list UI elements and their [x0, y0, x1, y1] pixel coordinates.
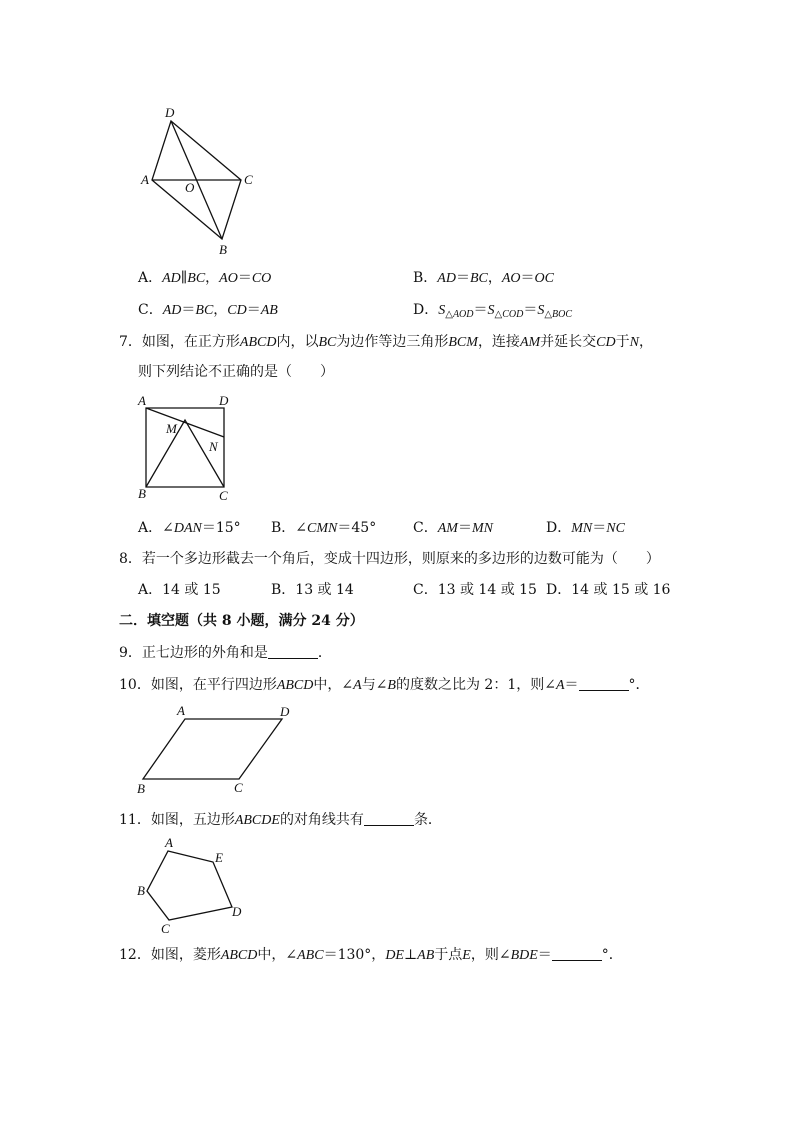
- q10-answer-blank[interactable]: [579, 676, 629, 691]
- q7-option-d[interactable]: D．MN＝NC: [546, 520, 625, 536]
- q6-option-d[interactable]: D．$S_{\triangle AOD}=S_{\triangle COD}=S_{\triangle BOC}$: [413, 302, 573, 320]
- label-A: A: [138, 393, 146, 408]
- q11-answer-blank[interactable]: [364, 811, 414, 826]
- label-B: B: [137, 883, 145, 898]
- q12-question: 12．如图，菱形ABCD中，∠ABC＝130°，DE⊥AB于点E，则∠BDE＝ °．: [119, 947, 623, 963]
- label-E: E: [215, 850, 223, 865]
- q8-option-c[interactable]: C．13 或 14 或 15: [413, 582, 537, 598]
- label-B: B: [137, 781, 145, 796]
- label-D: D: [280, 704, 290, 719]
- parallelogram-ABCD: [143, 719, 282, 779]
- label-A: A: [177, 703, 185, 718]
- q8-question: 8．若一个多边形截去一个角后，变成十四边形，则原来的多边形的边数可能为（ ）: [119, 551, 660, 567]
- label-A: A: [141, 172, 149, 187]
- label-D: D: [232, 904, 242, 919]
- q9-answer-blank[interactable]: [268, 644, 318, 659]
- q9-question: 9．正七边形的外角和是 ．: [119, 645, 332, 661]
- label-O: O: [185, 180, 195, 195]
- label-D: D: [165, 105, 175, 120]
- label-C: C: [244, 172, 253, 187]
- q7-question-line2: 则下列结论不正确的是（ ）: [138, 364, 334, 380]
- q6-option-b[interactable]: B．AD＝BC，AO＝OC: [413, 270, 554, 286]
- q7-option-c[interactable]: C．AM＝MN: [413, 520, 493, 536]
- q10-question: 10．如图，在平行四边形ABCD中，∠A与∠B的度数之比为 2：1，则∠A＝ °．: [119, 677, 650, 693]
- section-title-fill-in: 二．填空题（共 8 小题，满分 24 分）: [119, 613, 364, 629]
- label-B: B: [219, 242, 227, 257]
- label-D: D: [219, 393, 229, 408]
- label-B: B: [138, 486, 146, 501]
- q7-question: 7．如图，在正方形ABCD内，以BC为边作等边三角形BCM，连接AM并延长交CD于N，: [119, 334, 653, 350]
- q6-option-a[interactable]: A．AD∥BC，AO＝CO: [138, 270, 272, 286]
- q8-option-a[interactable]: A．14 或 15: [138, 582, 221, 598]
- q11-question: 11．如图，五边形ABCDE的对角线共有 条．: [119, 812, 442, 828]
- q12-answer-blank[interactable]: [552, 946, 602, 961]
- segment-AN: [146, 408, 224, 437]
- label-M: M: [166, 421, 177, 436]
- label-N: N: [209, 439, 218, 454]
- q6-option-c[interactable]: C．AD＝BC，CD＝AB: [138, 302, 278, 318]
- label-A: A: [165, 835, 173, 850]
- label-C: C: [234, 780, 243, 795]
- q8-option-b[interactable]: B．13 或 14: [271, 582, 354, 598]
- label-C: C: [219, 488, 228, 503]
- label-C: C: [161, 921, 170, 936]
- q7-option-a[interactable]: A．∠DAN＝15°: [138, 520, 241, 536]
- q8-option-d[interactable]: D．14 或 15 或 16: [546, 582, 671, 598]
- q7-option-b[interactable]: B．∠CMN＝45°: [271, 520, 377, 536]
